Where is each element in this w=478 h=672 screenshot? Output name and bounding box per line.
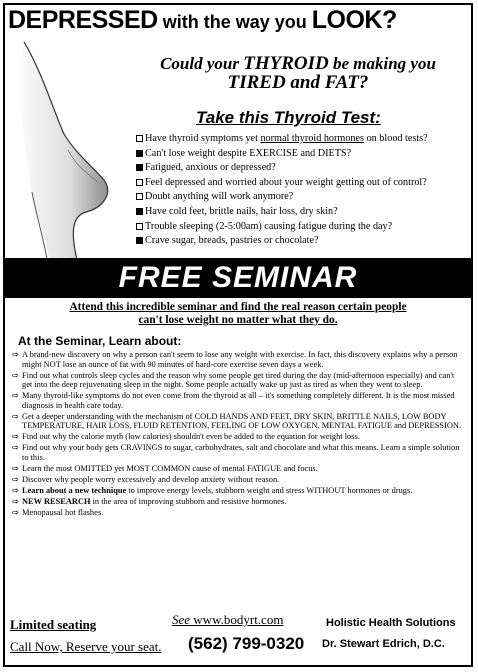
topic-item xyxy=(12,464,464,474)
checklist-item xyxy=(136,234,470,249)
website-url[interactable]: www.bodyrt.com xyxy=(193,612,284,627)
checklist-item-text: Fatigued, anxious or depressed? xyxy=(145,162,276,174)
headline-depressed: DEPRESSED xyxy=(8,6,158,34)
arrow-bullet-icon: ⇨ xyxy=(12,485,19,495)
learn-about-heading: At the Seminar, Learn about: xyxy=(18,334,182,348)
checklist-item-text: Trouble sleeping (2-5:00am) causing fatigue during the day? xyxy=(145,220,393,232)
seminar-topics-list xyxy=(12,350,464,519)
topic-text: Menopausal hot flashes. xyxy=(22,507,104,517)
topic-text: Get a deeper understanding with the mechanism of COLD HANDS AND FEET, DRY SKIN, BRITTLE NAILS, LOW BODY TEMPERATURE, HAIR LOSS, FLUID RETENTION, FEELING OF LOW OXYGEN, MENTAL FATIGUE and DEPRESSION. xyxy=(22,411,462,431)
checklist-item xyxy=(136,132,470,147)
topic-text: in the area of improving stubborn and resistive hormones. xyxy=(90,496,287,506)
topic-item xyxy=(12,391,464,410)
attend-line-2: can't lose weight no matter what they do. xyxy=(138,314,338,326)
limited-seating-text: Limited seating xyxy=(10,617,97,632)
arrow-bullet-icon: ⇨ xyxy=(12,496,19,506)
checkbox-icon[interactable] xyxy=(136,164,143,171)
arrow-bullet-icon: ⇨ xyxy=(12,507,19,517)
topic-item xyxy=(12,497,464,507)
topic-item xyxy=(12,350,464,369)
checklist-item xyxy=(136,147,470,162)
checklist-item-text: Have cold feet, brittle nails, hair loss, dry skin? xyxy=(145,205,338,217)
checkbox-icon[interactable] xyxy=(136,237,143,244)
topic-text: to improve energy levels, stubborn weight and stress WITHOUT hormones or drugs. xyxy=(126,485,413,495)
checklist-item xyxy=(136,205,470,220)
checklist-item-text: Can't lose weight despite EXERCISE and DIETS? xyxy=(145,147,352,159)
arrow-bullet-icon: ⇨ xyxy=(12,411,19,421)
checkbox-icon[interactable] xyxy=(136,179,143,186)
checkbox-icon[interactable] xyxy=(136,135,143,142)
checklist-item-text: Doubt anything will work anymore? xyxy=(145,191,294,203)
checklist-item-text-end: on blood tests? xyxy=(364,133,428,144)
attend-statement xyxy=(10,301,466,327)
topic-text: Find out why the calorie myth (low calories) shouldn't even be added to the equation for weight loss. xyxy=(22,432,360,442)
checkbox-icon[interactable] xyxy=(136,193,143,200)
arrow-bullet-icon: ⇨ xyxy=(12,370,19,380)
doctor-name: Dr. Stewart Edrich, D.C. xyxy=(322,638,445,650)
topic-item xyxy=(12,486,464,496)
subhead-line1-a: Could your xyxy=(160,54,244,73)
arrow-bullet-icon: ⇨ xyxy=(12,474,19,484)
website-see: See xyxy=(172,612,194,627)
checklist-item-text: Feel depressed and worried about your weight getting out of control? xyxy=(145,176,427,188)
subhead-thyroid: THYROID xyxy=(243,53,329,74)
checklist-item-text: Have thyroid symptoms yet xyxy=(145,133,261,144)
headline-look: LOOK? xyxy=(311,6,397,34)
checklist-item xyxy=(136,176,470,191)
topic-item xyxy=(12,412,464,431)
topic-item xyxy=(12,475,464,485)
topic-lead: NEW RESEARCH xyxy=(22,496,91,506)
checkbox-icon[interactable] xyxy=(136,208,143,215)
organization-name: Holistic Health Solutions xyxy=(326,617,456,629)
topic-lead: Learn about a new technique xyxy=(22,485,127,495)
phone-number[interactable]: (562) 799-0320 xyxy=(188,634,305,653)
arrow-bullet-icon: ⇨ xyxy=(12,350,19,359)
headline-middle: with the way you xyxy=(157,12,312,32)
arrow-bullet-icon: ⇨ xyxy=(12,432,19,442)
topic-text: Many thyroid-like symptoms do not even come from the thyroid at all – it's something completely different. It is the most missed diagnosis in health care today. xyxy=(22,391,455,410)
checklist-item xyxy=(136,161,470,176)
topic-item xyxy=(12,371,464,390)
attend-line-1: Attend this incredible seminar and find the real reason certain people xyxy=(69,301,407,313)
subhead-line1-c: be making you xyxy=(328,54,436,73)
checkbox-icon[interactable] xyxy=(136,150,143,157)
checklist-item xyxy=(136,220,470,235)
topic-text: Learn the most OMITTED yet MOST COMMON cause of mental FATIGUE and focus. xyxy=(22,463,318,473)
topic-text: A brand-new discovery on why a person can't seem to lose any weight with exercise. In fact, this discovery explains why a person might NOT lose an ounce of fat with 90 minutes of hard-core exercise seven days a week. xyxy=(22,350,458,369)
topic-item xyxy=(12,432,464,442)
checklist-item xyxy=(136,190,470,205)
topic-item xyxy=(12,443,464,462)
symptom-checklist xyxy=(136,132,470,249)
topic-text: Discover why people worry excessively and develop anxiety without reason. xyxy=(22,474,280,484)
subhead xyxy=(128,54,468,92)
free-seminar-banner: FREE SEMINAR xyxy=(5,258,471,298)
topic-text: Find out why your body gets CRAVINGS to sugar, carbohydrates, salt and chocolate and what this means. Learn a simple solution to this. xyxy=(22,443,460,462)
arrow-bullet-icon: ⇨ xyxy=(12,463,19,473)
checkbox-icon[interactable] xyxy=(136,223,143,230)
checklist-item-underlined: normal thyroid hormones xyxy=(260,133,365,144)
call-now-text: Call Now, Reserve your seat. xyxy=(10,639,162,654)
website-link[interactable] xyxy=(172,612,283,628)
checklist-item-text: Crave sugar, breads, pastries or chocolate? xyxy=(145,235,319,247)
arrow-bullet-icon: ⇨ xyxy=(12,391,19,401)
headline xyxy=(8,6,470,35)
thyroid-test-title: Take this Thyroid Test: xyxy=(196,108,381,127)
topic-item xyxy=(12,508,464,518)
subhead-tired-fat: TIRED and FAT? xyxy=(227,72,369,93)
body-silhouette-illustration xyxy=(6,42,116,264)
arrow-bullet-icon: ⇨ xyxy=(12,443,19,453)
topic-text: Find out what controls sleep cycles and the reason why some people get tired during the day (mid-afternoon especially) and can't get into the deep rejuvenating sleep in the night. Some people actually wake up just as tired as when they went to sleep. xyxy=(22,370,455,390)
